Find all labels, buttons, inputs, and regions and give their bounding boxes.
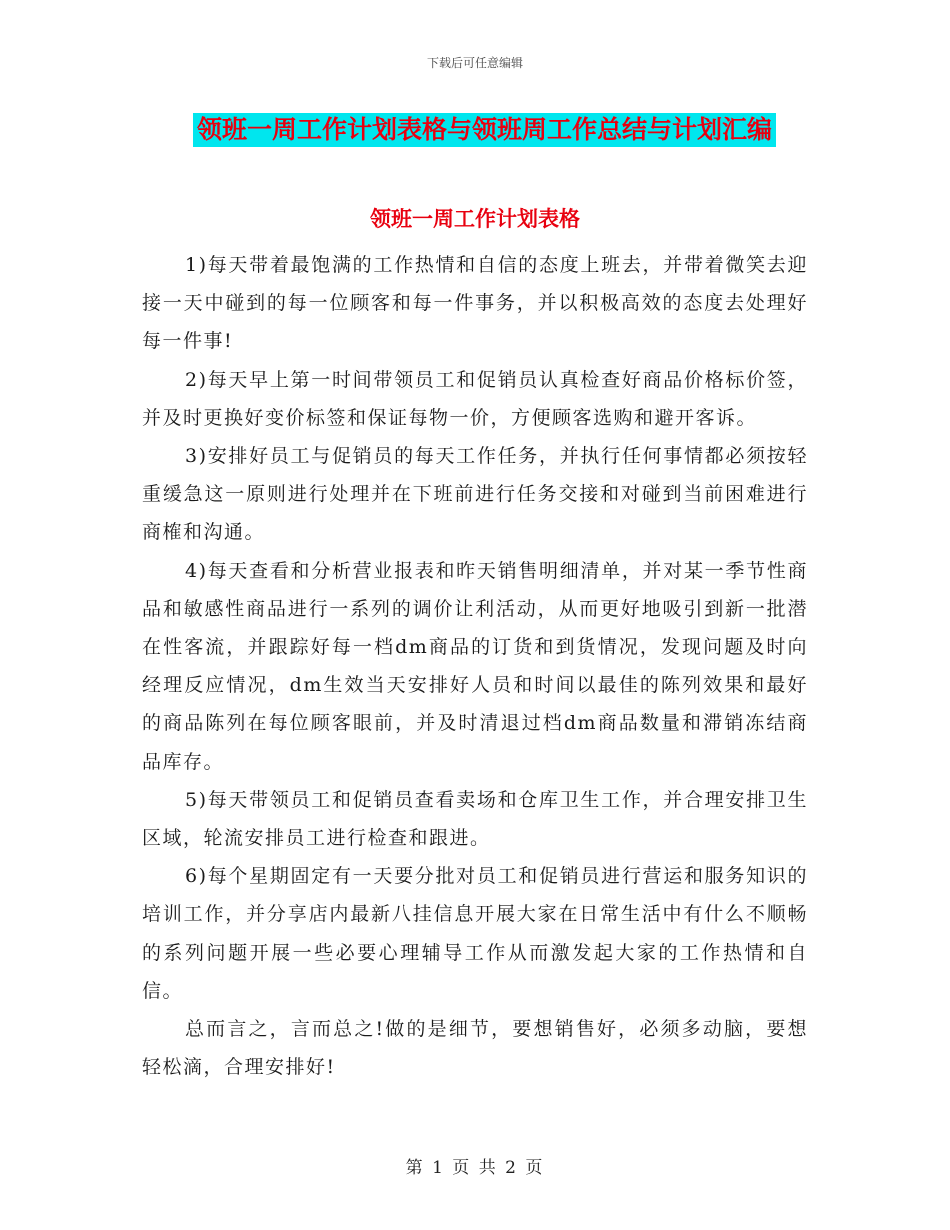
paragraph-4: 4)每天查看和分析营业报表和昨天销售明细清单，并对某一季节性商品和敏感性商品进行一系列的调价让利活动，从而更好地吸引到新一批潜在性客流，并跟踪好每一档dm商品的订货和到货情况，发现问题及时向经理反应情况，dm生效当天安排好人员和时间以最佳的陈列效果和最好的商品陈列在每位顾客眼前，并及时清退过档dm商品数量和滞销冻结商品库存。: [142, 559, 808, 773]
paragraph-2: 2)每天早上第一时间带领员工和促销员认真检查好商品价格标价签，并及时更换好变价标签和保证每物一价，方便顾客选购和避开客诉。: [142, 368, 808, 429]
paragraph-6: 6)每个星期固定有一天要分批对员工和促销员进行营运和服务知识的培训工作，并分享店内最新八挂信息开展大家在日常生活中有什么不顺畅的系列问题开展一些必要心理辅导工作从而激发起大家的工作热情和自信。: [142, 865, 808, 1002]
page-number-footer: 第 1 页 共 2 页: [405, 1158, 545, 1178]
section-title: 领班一周工作计划表格: [370, 206, 580, 231]
body-text: [142, 246, 808, 1086]
paragraph-summary: 总而言之，言而总之!做的是细节，要想销售好，必须多动脑，要想轻松滴，合理安排好!: [142, 1018, 808, 1079]
paragraph-3: 3)安排好员工与促销员的每天工作任务，并执行任何事情都必须按轻重缓急这一原则进行处理并在下班前进行任务交接和对碰到当前困难进行商榷和沟通。: [142, 445, 808, 544]
document-title: 领班一周工作计划表格与领班周工作总结与计划汇编: [193, 113, 776, 147]
header-note: 下载后可任意编辑: [426, 56, 523, 70]
paragraph-5: 5)每天带领员工和促销员查看卖场和仓库卫生工作，并合理安排卫生区域，轮流安排员工进行检查和跟进。: [142, 788, 808, 850]
paragraph-1: 1)每天带着最饱满的工作热情和自信的态度上班去，并带着微笑去迎接一天中碰到的每一位顾客和每一件事务，并以积极高效的态度去处理好每一件事!: [142, 254, 808, 353]
